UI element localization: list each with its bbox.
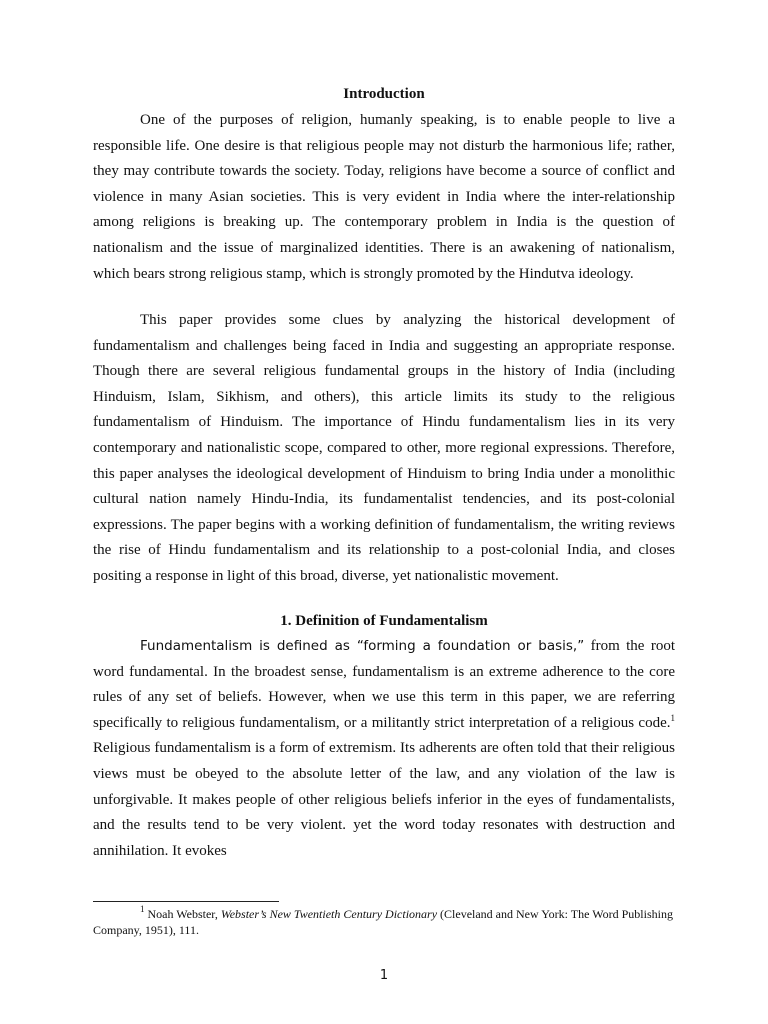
section-1-text-part-2: Religious fundamentalism is a form of extremism. Its adherents are often told that their religious views must be obeyed to the absolute letter of the law, and any violation of the law is unforgivable. It makes people of other religious beliefs inferior in the eyes of fundamentalists, and the results tend to be very violent. yet the word today resonates with destruction and annihilation. It evokes — [93, 740, 675, 859]
intro-paragraph-2 — [93, 308, 675, 590]
intro-paragraph-1-text: One of the purposes of religion, humanly speaking, is to enable people to live a responsible life. One desire is that religious people may not disturb the harmonious life; rather, they may contribute towards the society. Today, religions have become a source of conflict and violence in many Asian societies. This is very evident in India where the inter-relationship among religions is breaking up. The contemporary problem in India is the question of nationalism and the issue of marginalized identities. There is an awakening of nationalism, which bears strong religious stamp, which is strongly promoted by the Hindutva ideology. — [93, 112, 675, 282]
intro-heading: Introduction — [343, 86, 425, 102]
footnote-separator — [93, 901, 279, 902]
section-1-text-part-1: from the root word fundamental. In the broadest sense, fundamentalism is an extreme adherence to the core rules of any set of beliefs. However, when we use this term in this paper, we are referring specifically to religious fundamentalism, or a militantly strict interpretation of a religious code. — [93, 638, 675, 731]
section-1-heading: 1. Definition of Fundamentalism — [280, 613, 488, 629]
footnote-number: 1 — [140, 904, 145, 914]
footnote-text — [93, 906, 675, 938]
footnote-reference[interactable]: 1 — [670, 712, 675, 723]
section-1-paragraph-text — [93, 634, 675, 864]
footnote-publication: (Cleveland and New York: The Word Publishing Company, 1951), 111. — [93, 907, 673, 937]
definition-lead-phrase: Fundamentalism is defined as “forming a foundation or basis,” — [140, 638, 585, 654]
page-number: 1 — [379, 968, 389, 983]
intro-paragraph-2-text: This paper provides some clues by analyzing the historical development of fundamentalism and challenges being faced in India and suggesting an appropriate response. Though there are several religious fundamental groups in the history of India (including Hinduism, Islam, Sikhism, and others), this article limits its study to the religious fundamentalism of Hinduism. The importance of Hindu fundamentalism lies in its very contemporary and nationalistic scope, compared to other, more regional expressions. Therefore, this paper analyses the ideological development of Hinduism to bring India under a monolithic cultural nation namely Hindu-India, its fundamentalist tendencies, and its post-colonial expressions. The paper begins with a working definition of fundamentalism, the writing reviews the rise of Hindu fundamentalism and its relationship to a post-colonial India, and closes positing a response in light of this broad, diverse, yet nationalistic movement. — [93, 312, 675, 584]
footnote-title: Webster’s New Twentieth Century Dictionary — [220, 907, 438, 921]
footnote-author: Noah Webster, — [144, 907, 221, 921]
footnote — [93, 906, 675, 938]
intro-paragraph-1 — [93, 108, 675, 287]
section-1-paragraph — [93, 634, 675, 864]
